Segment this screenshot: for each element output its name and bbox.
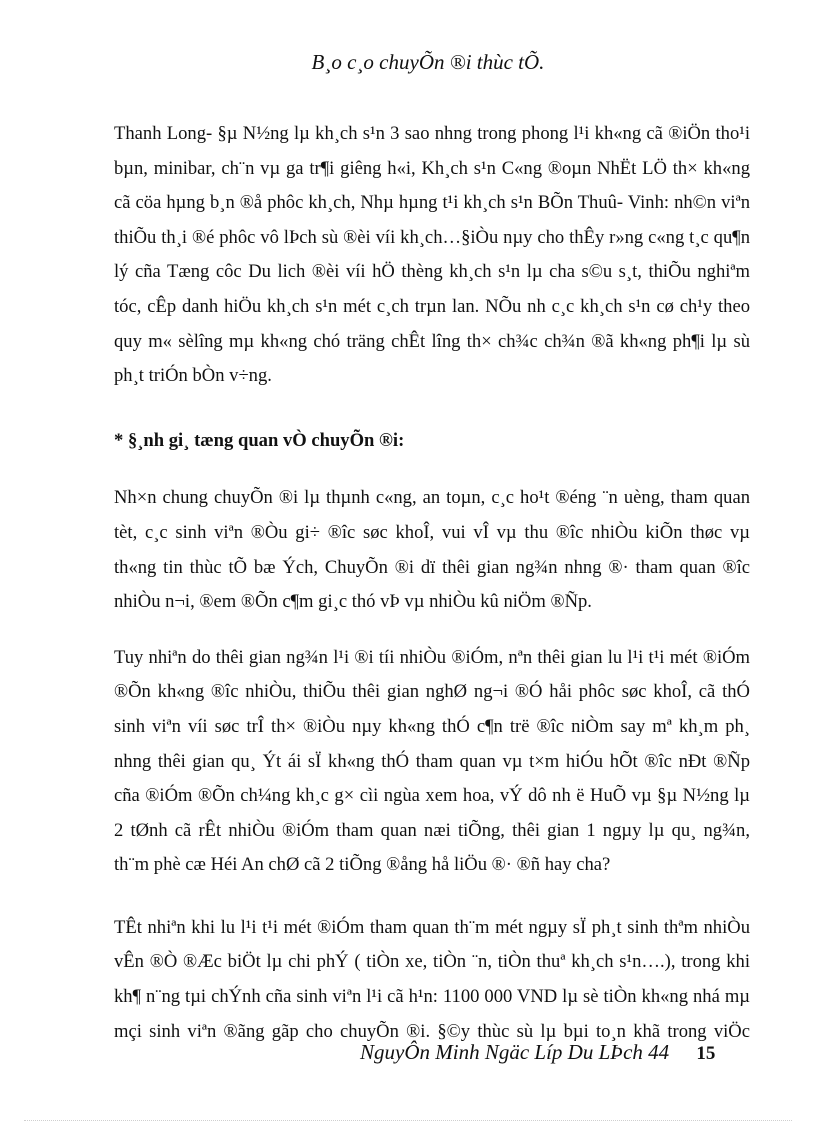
text-line: mçi sinh viªn ®ãng gãp cho chuyÕn ®i. §©y thùc sù lµ bµi to¸n khã trong viÖc [114,1020,750,1042]
text-line: tèt, c¸c sinh viªn ®Òu gi÷ ®îc søc khoÎ, vui vÎ vµ thu ®îc nhiÒu kiÕn thøc vµ [114,521,750,543]
text-line: quy m« sèlîng mµ kh«ng chó träng chÊt lîng th× ch¾c ch¾n ®ã kh«ng ph¶i lµ sù [114,330,750,352]
text-line: Tuy nhiªn do thêi gian ng¾n l¹i ®i tíi nhiÒu ®iÓm, nªn thêi gian lu l¹i t¹i mét ®iÓm [114,646,750,668]
paragraph-overview [114,481,750,619]
text-line: th«ng tin thùc tÕ bæ Ých, ChuyÕn ®i dï thêi gian ng¾n nhng ®· tham quan ®îc [114,556,750,578]
text-line: sinh viªn víi søc trÎ th× ®iÒu nµy kh«ng thÓ c¶n trë ®îc niÒm say mª kh¸m ph¸ [114,715,750,737]
text-line: thiÕu th¸i ®é phôc vô lÞch sù ®èi víi kh¸ch…§iÒu nµy cho thÊy r»ng c«ng t¸c qu¶n [114,226,750,248]
page-footer [360,1040,760,1065]
text-line: nhng thêi gian qu¸ Ýt ái sÏ kh«ng thÓ tham quan vµ t×m hiÓu hÕt ®îc nÐt ®Ñp [114,750,750,772]
footer-author: NguyÔn Minh Ngäc Líp Du LÞch 44 [360,1040,670,1064]
page-header: B¸o c¸o chuyÕn ®i thùc tÕ. [311,50,545,74]
text-line: Nh×n chung chuyÕn ®i lµ thµnh c«ng, an toµn, c¸c ho¹t ®éng ¨n uèng, tham quan [114,487,750,509]
text-line: cã cöa hµng b¸n ®å phôc kh¸ch, Nhµ hµng t¹i kh¸ch s¹n BÕn Thuû- Vinh: nh©n viªn [114,192,750,214]
text-line: TÊt nhiªn khi lu l¹i t¹i mét ®iÓm tham quan th¨m mét ngµy sÏ ph¸t sinh thªm nhiÒu [114,916,750,938]
text-line: cña ®iÓm ®Õn ch¼ng kh¸c g× cìi ngùa xem hoa, vÝ dô nh ë HuÕ vµ §µ N½ng lµ [114,785,750,807]
page-body [114,117,750,1049]
text-line: lý cña Tæng côc Du lich ®èi víi hÖ thèng kh¸ch s¹n lµ cha s©u s¸t, thiÕu nghiªm [114,261,750,283]
text-line: 2 tØnh cã rÊt nhiÒu ®iÓm tham quan næi tiÕng, thêi gian 1 ngµy lµ qu¸ ng¾n, [114,819,750,841]
section-heading: * §¸nh gi¸ tæng quan vÒ chuyÕn ®i: [114,429,405,451]
page-bottom-divider [24,1120,792,1121]
paragraph-time-limits [114,641,750,883]
text-line: ph¸t triÓn bÒn v÷ng. [114,365,272,387]
text-line: th¨m phè cæ Héi An chØ cã 2 tiÕng ®ång hå liÖu ®· ®ñ hay cha? [114,854,611,876]
text-line: nhiÒu n¬i, ®em ®Õn c¶m gi¸c thó vÞ vµ nhiÒu kû niÖm ®Ñp. [114,591,592,613]
paragraph-costs [114,911,750,1049]
text-line: vÊn ®Ò ®Æc biÖt lµ chi phÝ ( tiÒn xe, tiÒn ¨n, tiÒn thuª kh¸ch s¹n….), trong khi [114,951,750,973]
text-line: kh¶ n¨ng tµi chÝnh cña sinh viªn l¹i cã h¹n: 1100 000 VND lµ sè tiÒn kh«ng nhá mµ [114,986,750,1008]
text-line: bµn, minibar, ch¨n vµ ga tr¶i giêng h«i, Kh¸ch s¹n C«ng ®oµn NhËt LÖ th× kh«ng [114,157,750,179]
paragraph-hotel-issues [114,117,750,394]
page-number: 15 [696,1043,716,1064]
text-line: tóc, cÊp danh hiÖu kh¸ch s¹n mét c¸ch trµn lan. NÕu nh c¸c kh¸ch s¹n cø ch¹y theo [114,295,750,317]
text-line: ®Õn kh«ng ®îc nhiÒu, thiÕu thêi gian nghØ ng¬i ®Ó håi phôc søc khoÎ, cã thÓ [114,681,750,703]
text-line: Thanh Long- §µ N½ng lµ kh¸ch s¹n 3 sao nhng trong phong l¹i kh«ng cã ®iÖn tho¹i [114,123,750,144]
